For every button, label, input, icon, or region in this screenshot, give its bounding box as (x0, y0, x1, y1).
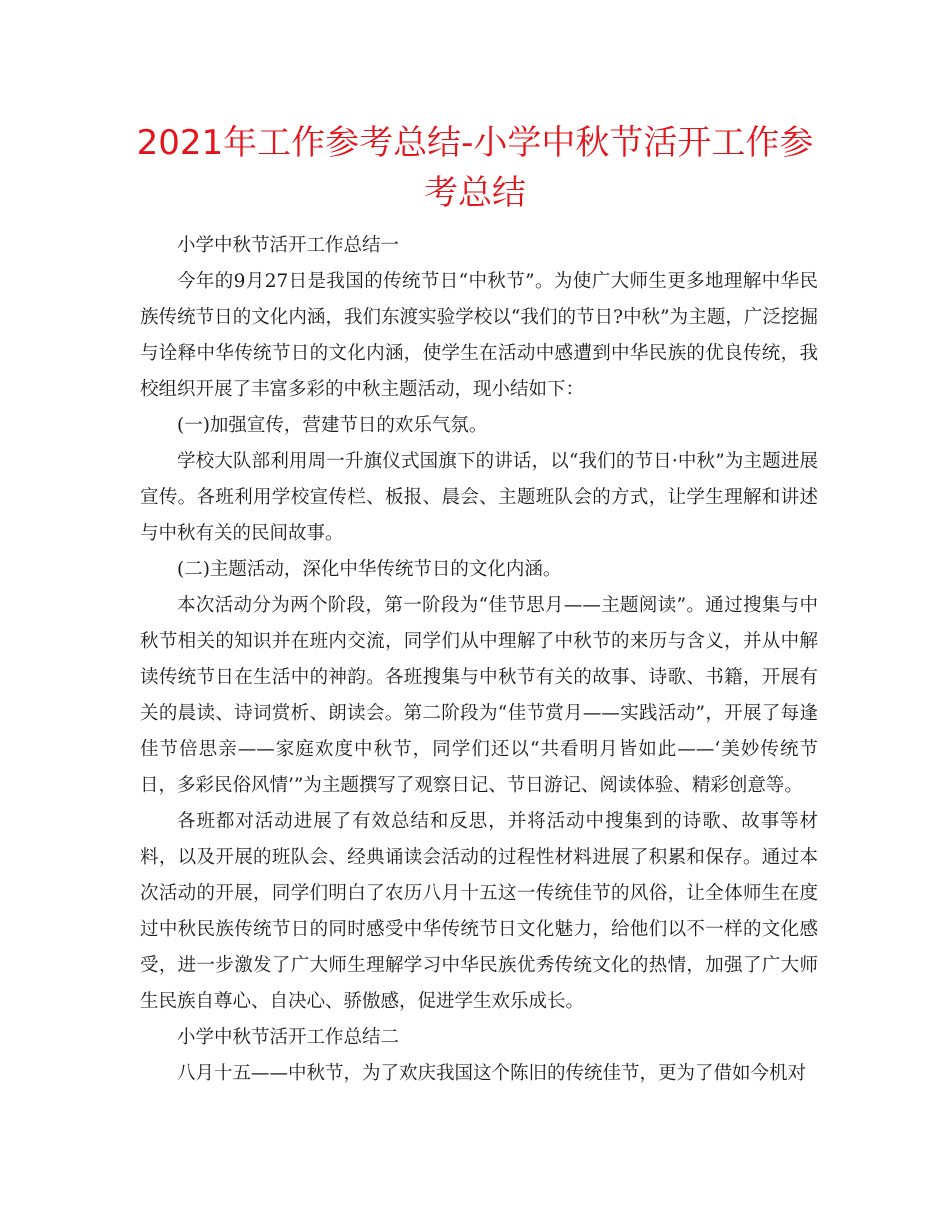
document-title: 2021年工作参考总结-小学中秋节活开工作参考总结 (136, 123, 814, 213)
paragraph-publicity: 学校大队部利用周一升旗仪式国旗下的讲话，以“我们的节日·中秋”为主题进展宣传。各班利用学校宣传栏、板报、晨会、主题班队会的方式，让学生理解和讲述与中秋有关的民间故事。 (140, 451, 818, 544)
subheading-2: (二)主题活动，深化中华传统节日的文化内涵。 (177, 559, 562, 580)
paragraph-intro: 今年的9月27日是我国的传统节日“中秋节”。为使广大师生更多地理解中华民族传统节日的文化内涵，我们东渡实验学校以“我们的节日?中秋”为主题，广泛挖掘与诠释中华传统节日的文化内涵，使学生在活动中感遭到中华民族的优良传统，我校组织开展了丰富多彩的中秋主题活动，现小结如下： (140, 271, 818, 400)
paragraph-section-two: 八月十五——中秋节，为了欢庆我国这个陈旧的传统佳节，更为了借如今机对 (177, 1063, 807, 1084)
paragraph-summary: 各班都对活动进展了有效总结和反思，并将活动中搜集到的诗歌、故事等材料，以及开展的班队会、经典诵读会活动的过程性材料进展了积累和保存。通过本次活动的开展，同学们明白了农历八月十五这一传统佳节的风俗，让全体师生在度过中秋民族传统节日的同时感受中华传统节日文化魅力，给他们以不一样的文化感受，进一步激发了广大师生理解学习中华民族优秀传统文化的热情，加强了广大师生民族自尊心、自决心、骄傲感，促进学生欢乐成长。 (140, 811, 818, 1012)
section-heading-1: 小学中秋节活开工作总结一 (177, 235, 400, 256)
section-heading-2: 小学中秋节活开工作总结二 (177, 1027, 400, 1048)
subheading-1: (一)加强宣传，营建节日的欢乐气氛。 (177, 415, 488, 436)
paragraph-activities: 本次活动分为两个阶段，第一阶段为“佳节思月——主题阅读”。通过搜集与中秋节相关的知识并在班内交流，同学们从中理解了中秋节的来历与含义，并从中解读传统节日在生活中的神韵。各班搜集与中秋节有关的故事、诗歌、书籍，开展有关的晨读、诗词赏析、朗读会。第二阶段为“佳节赏月——实践活动”，开展了每逢佳节倍思亲——家庭欢度中秋节，同学们还以“共看明月皆如此——‘美妙传统节日，多彩民俗风情’”为主题撰写了观察日记、节日游记、阅读体验、精彩创意等。 (140, 595, 818, 796)
document-body (140, 228, 818, 1092)
